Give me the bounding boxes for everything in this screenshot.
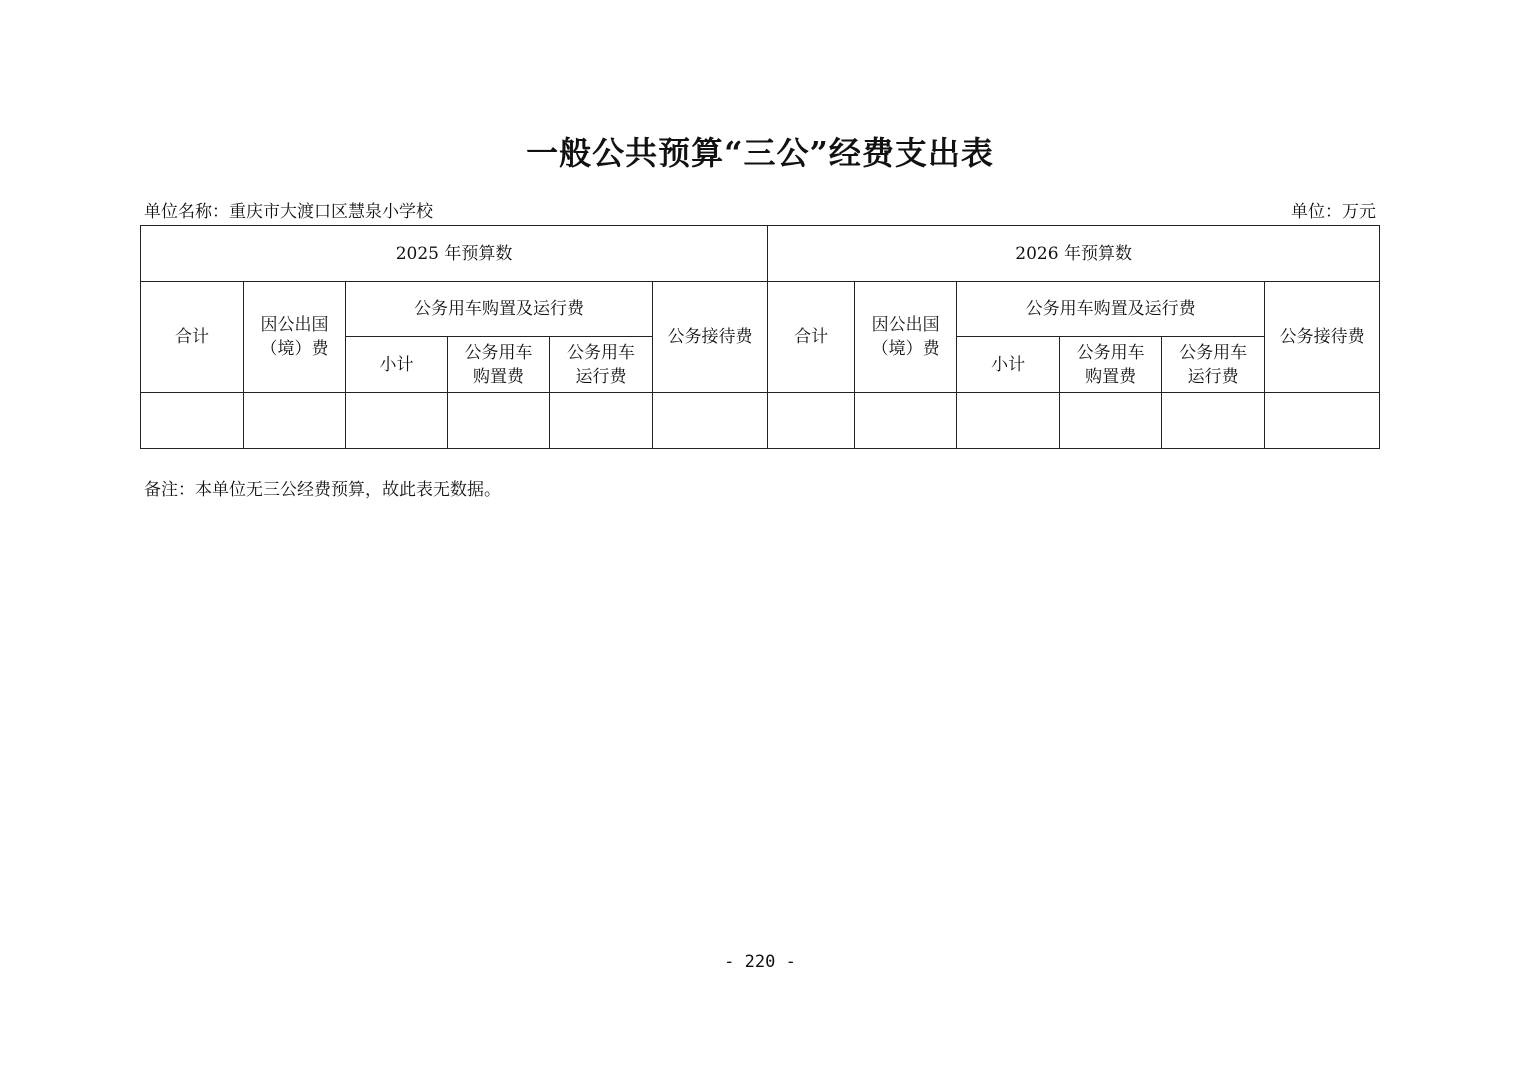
operation-header-line1: 公务用车 — [1179, 342, 1248, 363]
data-cell — [1162, 393, 1265, 449]
abroad-header-2026 — [855, 282, 957, 393]
reception-header-2025: 公务接待费 — [653, 282, 768, 393]
purchase-header-2026 — [1060, 337, 1162, 393]
data-cell — [653, 393, 768, 449]
operation-header-line2: 运行费 — [1187, 366, 1239, 387]
data-cell — [448, 393, 550, 449]
purchase-header-line1: 公务用车 — [1076, 342, 1145, 363]
abroad-header-line2: （境）费 — [871, 339, 940, 359]
operation-header-line1: 公务用车 — [567, 342, 635, 363]
page-number: - 220 - — [724, 952, 796, 972]
total-header-2025: 合计 — [141, 282, 244, 393]
purchase-header-line2: 购置费 — [1085, 366, 1137, 387]
vehicle-group-header-2026: 公务用车购置及运行费 — [957, 282, 1265, 337]
year-2025-header: 2025 年预算数 — [141, 226, 768, 282]
operation-header-2025 — [550, 337, 653, 393]
data-cell — [855, 393, 957, 449]
reception-header-2026: 公务接待费 — [1265, 282, 1380, 393]
data-cell — [1060, 393, 1162, 449]
purchase-header-line1: 公务用车 — [464, 342, 533, 363]
data-cell — [1265, 393, 1380, 449]
data-cell — [957, 393, 1060, 449]
currency-unit: 单位：万元 — [1291, 202, 1376, 222]
table-row — [141, 393, 1380, 449]
abroad-header-line1: 因公出国 — [871, 315, 940, 335]
abroad-header-2025 — [244, 282, 346, 393]
data-cell — [768, 393, 855, 449]
subtotal-header-2026: 小计 — [957, 337, 1060, 393]
table-note: 备注：本单位无三公经费预算，故此表无数据。 — [144, 480, 501, 500]
abroad-header-line2: （境）费 — [260, 339, 329, 359]
abroad-header-line1: 因公出国 — [260, 315, 329, 335]
data-cell — [346, 393, 448, 449]
total-header-2026: 合计 — [768, 282, 855, 393]
data-cell — [244, 393, 346, 449]
budget-table — [140, 225, 1380, 449]
data-cell — [550, 393, 653, 449]
subtotal-header-2025: 小计 — [346, 337, 448, 393]
operation-header-line2: 运行费 — [575, 366, 627, 387]
unit-name: 单位名称：重庆市大渡口区慧泉小学校 — [144, 202, 433, 222]
page-title: 一般公共预算“三公”经费支出表 — [526, 134, 994, 172]
year-2026-header: 2026 年预算数 — [768, 226, 1380, 282]
operation-header-2026 — [1162, 337, 1265, 393]
purchase-header-line2: 购置费 — [473, 366, 524, 387]
vehicle-group-header-2025: 公务用车购置及运行费 — [346, 282, 653, 337]
data-cell — [141, 393, 244, 449]
purchase-header-2025 — [448, 337, 550, 393]
